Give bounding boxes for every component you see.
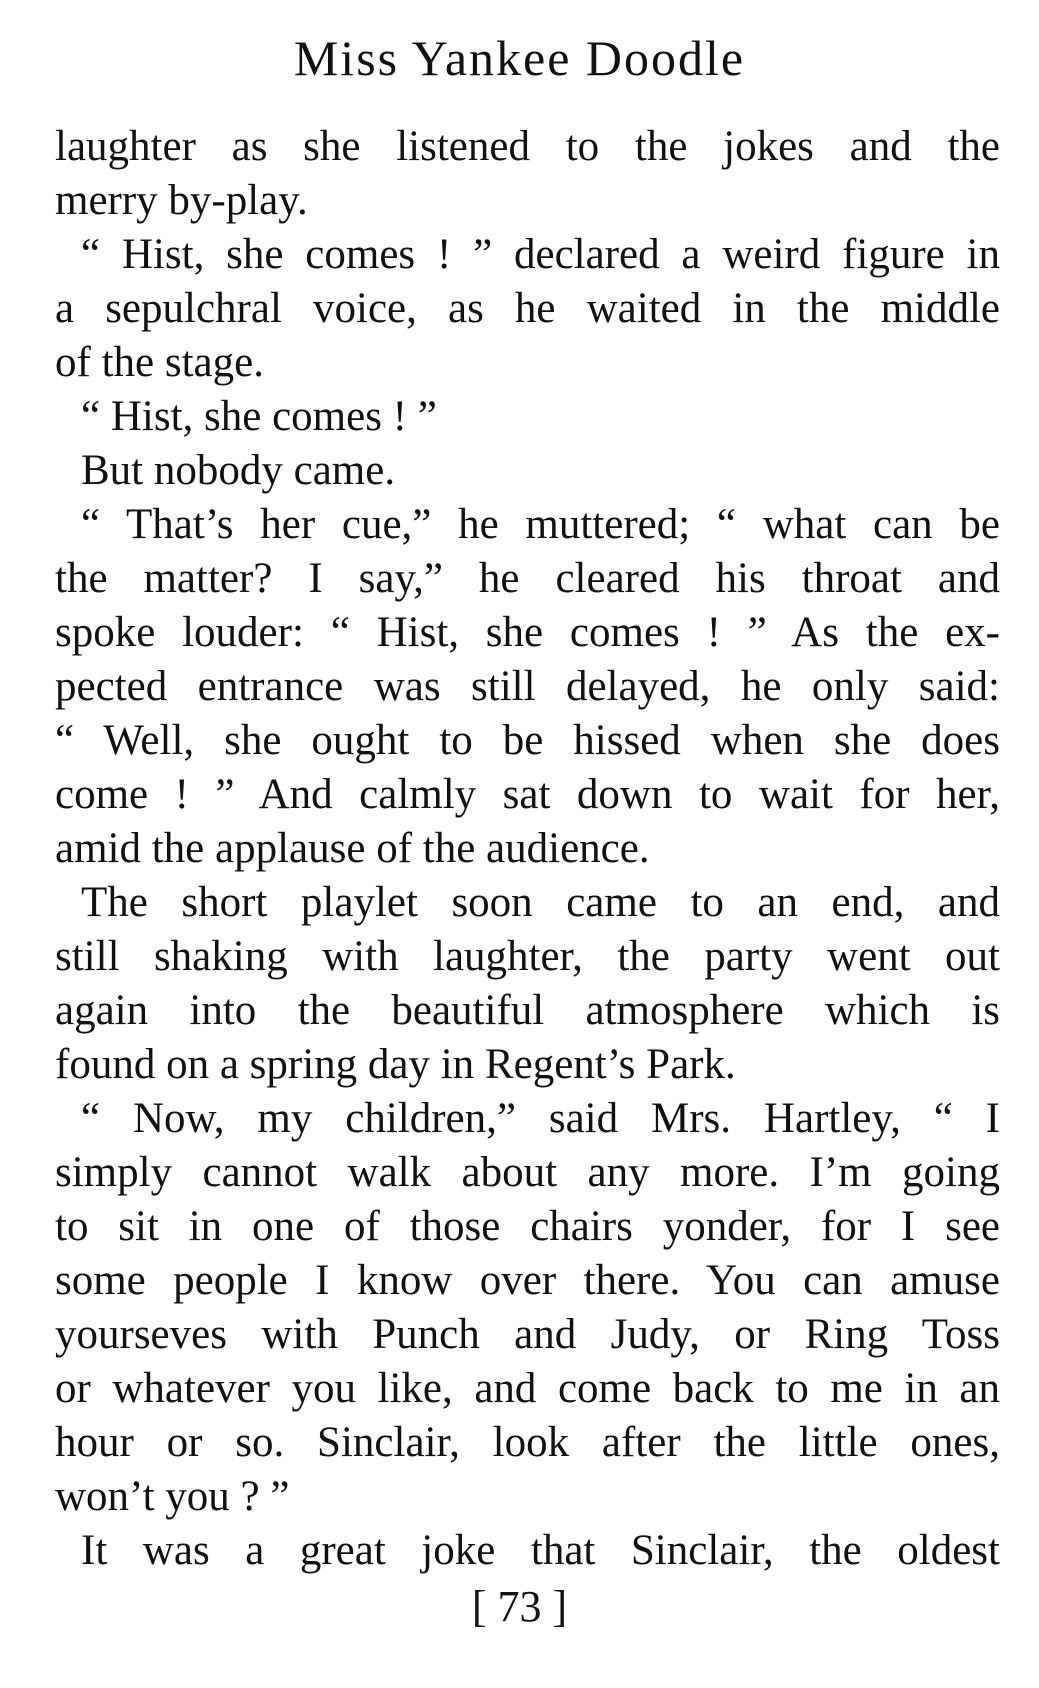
text-line: again into the beautiful atmosphere which is	[55, 987, 1000, 1034]
text-line: spoke louder: “ Hist, she comes ! ” As the ex-	[55, 609, 1000, 656]
text-line: hour or so. Sinclair, look after the little ones,	[55, 1419, 1000, 1466]
text-line: simply cannot walk about any more. I’m going	[55, 1149, 1000, 1196]
text-line: laughter as she listened to the jokes and the	[55, 123, 1000, 170]
text-line: yourseves with Punch and Judy, or Ring Toss	[55, 1311, 1000, 1358]
text-line: the matter? I say,” he cleared his throat and	[55, 555, 1000, 602]
text-line: The short playlet soon came to an end, and	[81, 879, 1000, 926]
text-line: some people I know over there. You can amuse	[55, 1257, 1000, 1304]
text-line: merry by-play.	[55, 177, 308, 224]
text-line: “ Hist, she comes ! ”	[81, 393, 437, 440]
text-line: to sit in one of those chairs yonder, for I see	[55, 1203, 1000, 1250]
text-line: found on a spring day in Regent’s Park.	[55, 1041, 736, 1088]
body-text	[55, 120, 1000, 1578]
text-line: amid the applause of the audience.	[55, 825, 650, 872]
running-head: Miss Yankee Doodle	[293, 30, 746, 86]
text-line: still shaking with laughter, the party went out	[55, 933, 1000, 980]
text-line: of the stage.	[55, 339, 264, 386]
text-line: “ Well, she ought to be hissed when she does	[55, 717, 1000, 764]
text-line: “ That’s her cue,” he muttered; “ what can be	[81, 501, 1000, 548]
text-line: come ! ” And calmly sat down to wait for her,	[55, 771, 1000, 818]
text-line: or whatever you like, and come back to me in an	[55, 1365, 1000, 1412]
text-line: But nobody came.	[81, 447, 396, 494]
text-line: won’t you ? ”	[55, 1473, 290, 1520]
page-number: [ 73 ]	[471, 1582, 568, 1631]
text-line: “ Hist, she comes ! ” declared a weird figure in	[81, 231, 1000, 278]
text-line: “ Now, my children,” said Mrs. Hartley, “ I	[81, 1095, 1000, 1142]
text-line: pected entrance was still delayed, he only said:	[55, 663, 1000, 710]
text-line: It was a great joke that Sinclair, the oldest	[81, 1527, 1000, 1574]
text-line: a sepulchral voice, as he waited in the middle	[55, 285, 1000, 332]
